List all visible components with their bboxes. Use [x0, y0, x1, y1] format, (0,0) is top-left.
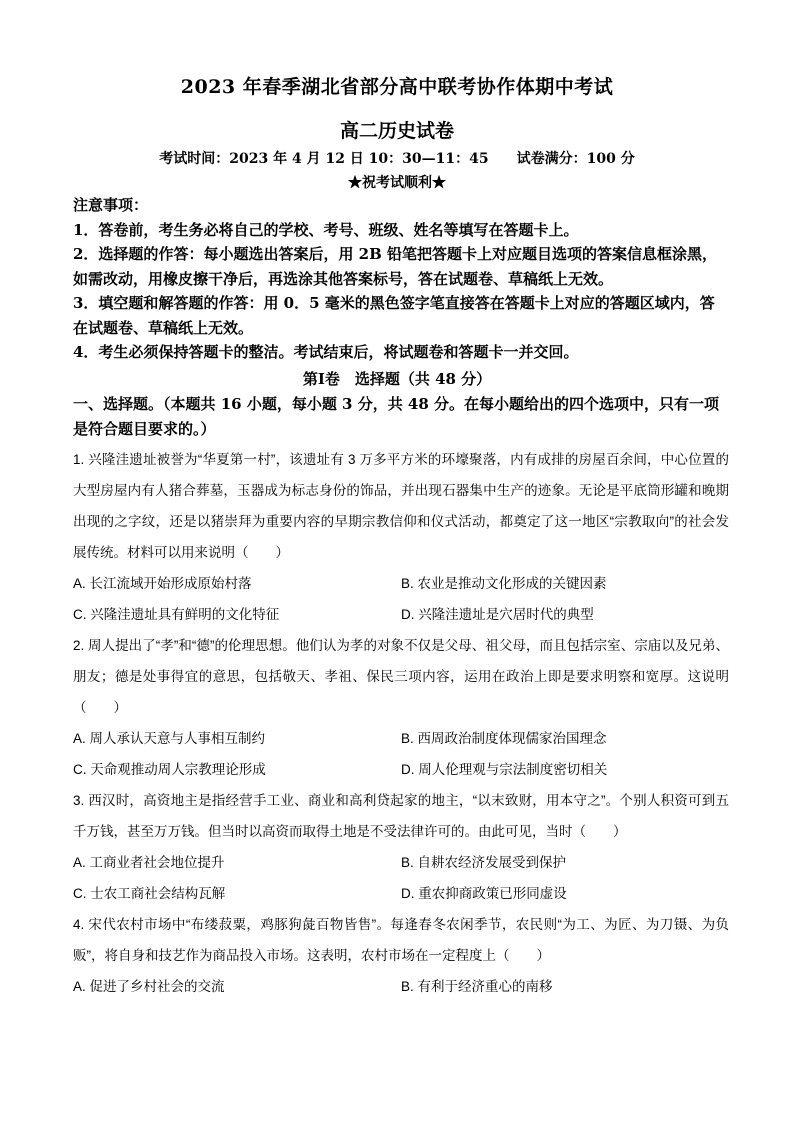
- option-d: D. 重农抑商政策已形同虚设: [401, 886, 567, 901]
- option-a: A. 长江流域开始形成原始村落: [73, 576, 252, 591]
- option-c: C. 天命观推动周人宗教理论形成: [73, 762, 266, 777]
- option-b: B. 西周政治制度体现儒家治国理念: [401, 731, 607, 746]
- notice-heading: 注意事项：: [73, 196, 149, 214]
- option-c: C. 兴隆洼遗址具有鲜明的文化特征: [73, 607, 280, 622]
- option-a: A. 工商业者社会地位提升: [73, 855, 225, 870]
- option-a: A. 周人承认天意与人事相互制约: [73, 731, 266, 746]
- notice-item: 3．填空题和解答题的作答：用 0．5 毫米的黑色签字笔直接答在答题卡上对应的答题区域内，答在试题卷、草稿纸上无效。: [73, 294, 715, 337]
- question-stem: 3. 西汉时，高资地主是指经营手工业、商业和高利贷起家的地主，“以末致财，用本守之”。个别人积资可到五千万钱，甚至万万钱。但当时以高资而取得土地是不受法律许可的。由此可见，当时（ ）: [73, 793, 729, 839]
- question-stem: 1. 兴隆洼遗址被誉为“华夏第一村”，该遗址有 3 万多平方米的环壕聚落，内有成排的房屋百余间，中心位置的大型房屋内有人猪合葬墓，玉器成为标志身份的饰品，并出现石器集中生产的迹象。无论是平底筒形罐和晚期出现的之字纹，还是以猪崇拜为重要内容的早期宗教信仰和仪式活动，都奠定了这一地区“宗教取向”的社会发展传统。材料可以用来说明（ ）: [73, 452, 729, 560]
- option-row: [73, 568, 729, 599]
- option-b: B. 有利于经济重心的南移: [401, 979, 553, 994]
- option-b: B. 自耕农经济发展受到保护: [401, 855, 567, 870]
- notice-item: 1．答卷前，考生务必将自己的学校、考号、班级、姓名等填写在答题卡上。: [73, 220, 579, 239]
- notice-item: 4．考生必须保持答题卡的整洁。考试结束后，将试题卷和答题卡一并交回。: [73, 343, 579, 361]
- full-score: 试卷满分：100 分: [516, 151, 635, 167]
- option-row: [73, 723, 729, 754]
- question-stem: 4. 宋代农村市场中“布缕菽粟，鸡豚狗彘百物皆售”。每逢春冬农闲季节，农民则“为工、为匠、为刀镊、为负贩”，将自身和技艺作为商品投入市场。这表明，农村市场在一定程度上（ ）: [73, 917, 729, 963]
- notice-item: 2．选择题的作答：每小题选出答案后，用 2B 铅笔把答题卡上对应题目选项的答案信息框涂黑，如需改动，用橡皮擦干净后，再选涂其他答案标号，答在试题卷、草稿纸上无效。: [73, 245, 718, 288]
- option-c: C. 士农工商社会结构瓦解: [73, 886, 226, 901]
- question: [73, 444, 729, 630]
- option-d: D. 周人伦理观与宗法制度密切相关: [401, 762, 608, 777]
- question-stem: 2. 周人提出了“孝”和“德”的伦理思想。他们认为孝的对象不仅是父母、祖父母，而且包括宗室、宗庙以及兄弟、朋友；德是处事得宜的意思，包括敬天、孝祖、保民三项内容，运用在政治上即是要求明察和宽厚。这说明（ ）: [73, 638, 729, 715]
- exam-info: [0, 148, 794, 168]
- question-list: [73, 444, 729, 1002]
- option-row: [73, 754, 729, 785]
- option-d: D. 兴隆洼遗址是穴居时代的典型: [401, 607, 594, 622]
- option-b: B. 农业是推动文化形成的关键因素: [401, 576, 607, 591]
- exam-time: 考试时间：2023 年 4 月 12 日 10：30—11：45: [159, 151, 489, 167]
- option-row: [73, 971, 729, 1002]
- option-a: A. 促进了乡村社会的交流: [73, 979, 225, 994]
- section-title: 第Ⅰ卷 选择题（共 48 分）: [302, 370, 492, 388]
- part-title: 一、选择题。（本题共 16 小题，每小题 3 分，共 48 分。在每小题给出的四个选项中，只有一项是符合题目要求的。）: [73, 395, 720, 438]
- question: [73, 630, 729, 785]
- option-row: [73, 847, 729, 878]
- option-row: [73, 878, 729, 909]
- exam-title: 2023 年春季湖北省部分高中联考协作体期中考试: [180, 76, 614, 98]
- question: [73, 785, 729, 909]
- option-row: [73, 599, 729, 630]
- question: [73, 909, 729, 1002]
- notice-block: [73, 193, 729, 365]
- good-luck-line: ★祝考试顺利★: [348, 175, 446, 191]
- exam-subtitle: 高二历史试卷: [339, 120, 454, 142]
